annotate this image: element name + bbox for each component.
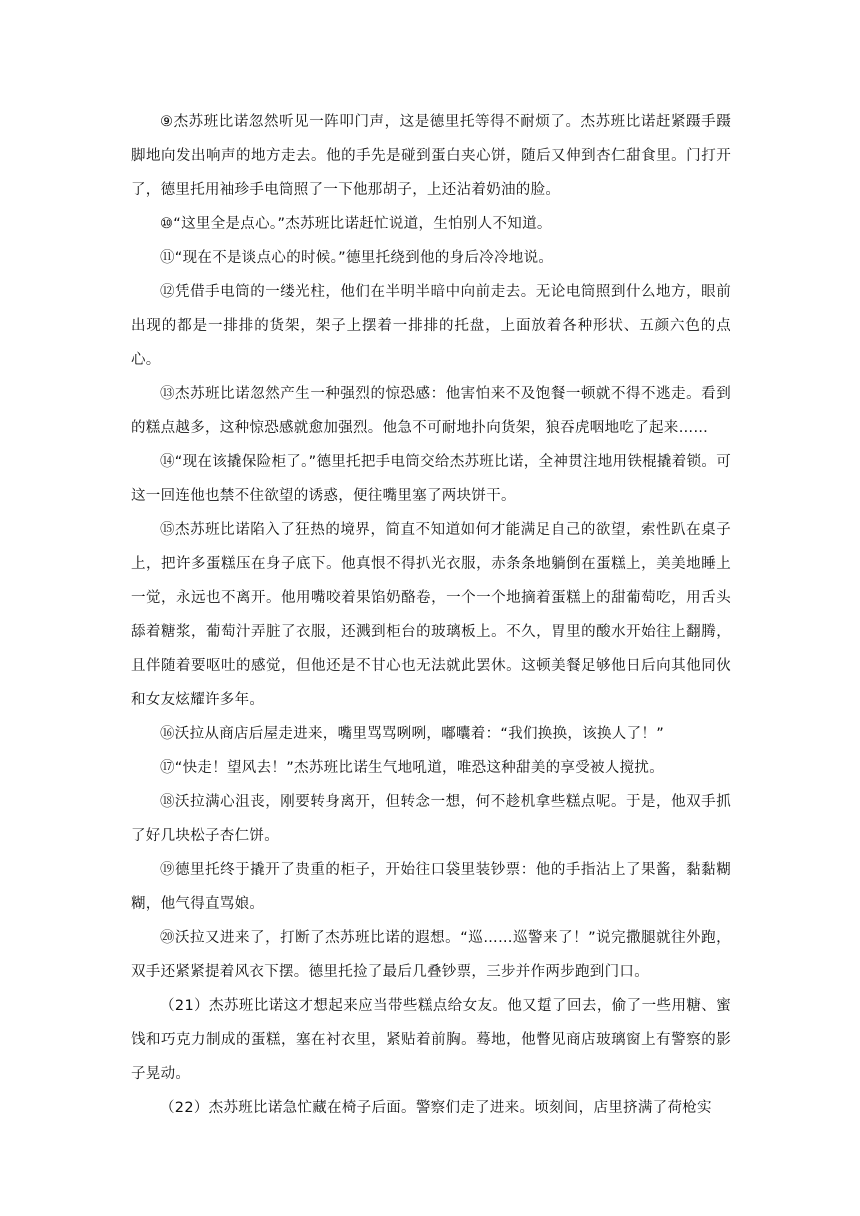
paragraph-11: ⑪“现在不是谈点心的时候。”德里托绕到他的身后冷冷地说。 — [160, 250, 554, 266]
paragraph-12: ⑫凭借手电筒的一缕光柱，他们在半明半暗中向前走去。无论电筒照到什么地方，眼前出现的都是一排排的货架，架子上摆着一排排的托盘，上面放着各种形状、五颜六色的点心。 — [131, 284, 731, 368]
paragraph-21: （21）杰苏班比诺这才想起来应当带些糕点给女友。他又踅了回去，偷了一些用糖、蜜饯和巧克力制成的蛋糕，塞在衬衣里，紧贴着前胸。蓦地，他瞥见商店玻璃窗上有警察的影子晃动。 — [131, 998, 731, 1082]
paragraph-22: （22）杰苏班比诺急忙藏在椅子后面。警察们走了进来。顷刻间，店里挤满了荷枪实 — [160, 1100, 712, 1116]
paragraph-16: ⑯沃拉从商店后屋走进来，嘴里骂骂咧咧，嘟囔着：“我们换换，该换人了！” — [160, 726, 665, 742]
paragraph-20: ⑳沃拉又进来了，打断了杰苏班比诺的遐想。“巡……巡警来了！”说完撒腿就往外跑，双手还紧紧提着风衣下摆。德里托捡了最后几叠钞票，三步并作两步跑到门口。 — [131, 930, 731, 980]
paragraph-19: ⑲德里托终于撬开了贵重的柜子，开始往口袋里装钞票：他的手指沾上了果酱，黏黏糊糊，他气得直骂娘。 — [131, 862, 731, 912]
paragraph-18: ⑱沃拉满心沮丧，刚要转身离开，但转念一想，何不趁机拿些糕点呢。于是，他双手抓了好几块松子杏仁饼。 — [131, 794, 731, 844]
paragraph-10: ⑩“这里全是点心。”杰苏班比诺赶忙说道，生怕别人不知道。 — [160, 216, 552, 232]
paragraph-13: ⑬杰苏班比诺忽然产生一种强烈的惊恐感：他害怕来不及饱餐一顿就不得不逃走。看到的糕点越多，这种惊恐感就愈加强烈。他急不可耐地扑向货架，狼吞虎咽地吃了起来…… — [131, 386, 731, 436]
paragraph-15: ⑮杰苏班比诺陷入了狂热的境界，简直不知道如何才能满足自己的欲望，索性趴在桌子上，把许多蛋糕压在身子底下。他真恨不得扒光衣服，赤条条地躺倒在蛋糕上，美美地睡上一觉，永远也不离开。他用嘴咬着果馅奶酪卷，一个一个地摘着蛋糕上的甜葡萄吃，用舌头舔着糖浆，葡萄汁弄脏了衣服，还溅到柜台的玻璃板上。不久，胃里的酸水开始往上翻腾，且伴随着要呕吐的感觉，但他还是不甘心也无法就此罢休。这顿美餐足够他日后向其他同伙和女友炫耀许多年。 — [131, 522, 731, 708]
paragraph-14: ⑭“现在该撬保险柜了。”德里托把手电筒交给杰苏班比诺，全神贯注地用铁棍撬着锁。可这一回连他也禁不住欲望的诱惑，便往嘴里塞了两块饼干。 — [131, 454, 731, 504]
paragraph-17: ⑰“快走！望风去！”杰苏班比诺生气地吼道，唯恐这种甜美的享受被人搅扰。 — [160, 760, 665, 776]
story-text — [131, 105, 731, 1125]
paragraph-9: ⑨杰苏班比诺忽然听见一阵叩门声，这是德里托等得不耐烦了。杰苏班比诺赶紧蹑手蹑脚地向发出响声的地方走去。他的手先是碰到蛋白夹心饼，随后又伸到杏仁甜食里。门打开了，德里托用袖珍手电筒照了一下他那胡子，上还沾着奶油的脸。 — [131, 114, 731, 198]
